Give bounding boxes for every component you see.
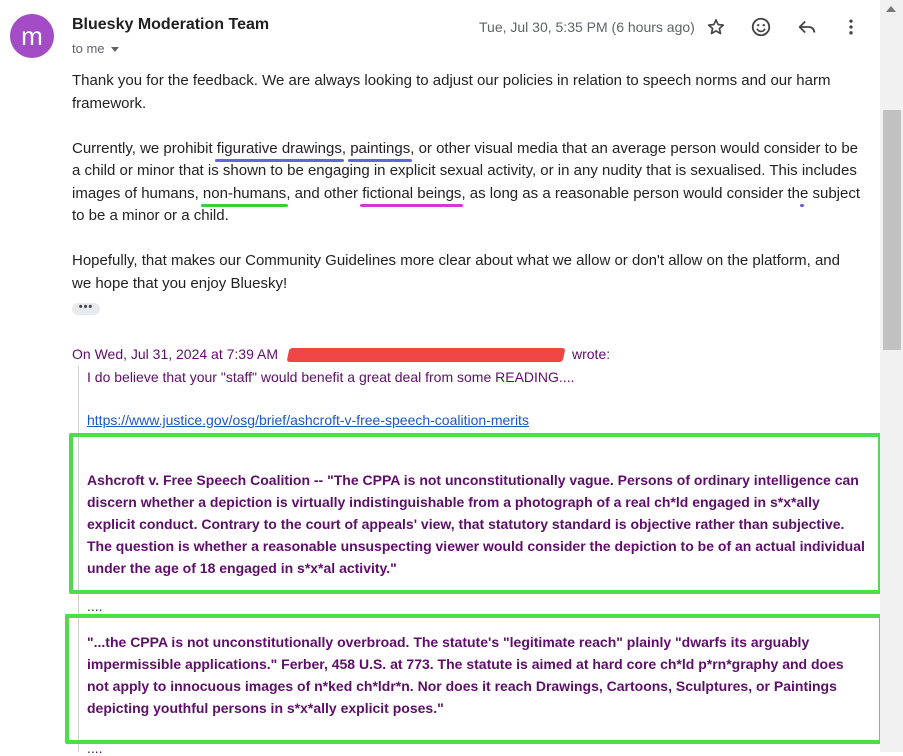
quote-attribution: On Wed, Jul 31, 2024 at 7:39 AM: [72, 346, 278, 362]
underlined-includes-images: includes images of humans: [72, 162, 857, 202]
message-date: Tue, Jul 30, 5:35 PM (6 hours ago): [479, 19, 695, 35]
avatar[interactable]: [10, 14, 54, 58]
star-button[interactable]: [703, 14, 729, 40]
quote-block-2: "...the CPPA is not unconstitutionally overbroad. The statute's "legitimate reach" plainly "dwarfs its arguably impermissible applications." Ferber, 458 U.S. at 773. The statute is aimed at hard core ch*ld p*rn*graphy and does not apply to innocuous images of n*ked ch*ldr*n. Nor does it reach Drawings, Cartoons, Sculptures, or Paintings depicting youthful persons in s*x*ally explicit poses.": [87, 634, 844, 716]
quote-dots-1: ....: [87, 598, 103, 614]
message-body: [72, 70, 862, 318]
text-segment: , as long as a reasonable person would consider the subject to be a minor or a child.: [72, 184, 861, 224]
quote-block-1: Ashcroft v. Free Speech Coalition -- "The CPPA is not unconstitutionally vague. Persons of ordinary intelligence can discern whether a depiction is virtually indistinguishable from a photograph of a real ch*ld engaged in s*x*ally explicit conduct. Contrary to the court of appeals' view, that statutory standard is objective rather than subjective. The question is whether a reasonable unsuspecting viewer would consider the depiction to be of an actual individual under the age of 18 engaged in s*x*al activity.": [87, 472, 865, 576]
sender-name[interactable]: Bluesky Moderation Team: [72, 16, 270, 33]
quote-dots-2: ....: [87, 740, 103, 756]
underlined-non-humans: non-humans: [202, 184, 287, 202]
body-paragraph-1: Thank you for the feedback. We are always looking to adjust our policies in relation to speech norms and our harm framework.: [72, 72, 831, 112]
redaction-mark: [287, 348, 566, 362]
underlined-figurative-drawings: figurative drawings: [216, 139, 342, 157]
more-options-button[interactable]: [838, 14, 864, 40]
emoji-reaction-button[interactable]: [748, 14, 774, 40]
text-segment: , and other: [286, 184, 363, 202]
text-segment: Currently, we prohibit: [72, 139, 217, 157]
emoji-icon: [750, 16, 772, 38]
scroll-up-arrow-icon[interactable]: [886, 6, 896, 12]
more-vert-icon: [841, 17, 861, 37]
body-paragraph-2: [72, 138, 862, 228]
text-segment: ,: [341, 139, 351, 157]
recipient-label: to me: [72, 41, 105, 56]
reply-icon: [796, 16, 818, 38]
underlined-paintings: paintings: [350, 139, 411, 157]
body-paragraph-3: Hopefully, that makes our Community Guidelines more clear about what we allow or don't allow on the platform, and we hope that you enjoy Bluesky!: [72, 252, 840, 292]
reply-button[interactable]: [794, 14, 820, 40]
recipient-toggle[interactable]: [72, 41, 119, 56]
star-icon: [706, 17, 726, 37]
show-trimmed-content-button[interactable]: •••: [72, 303, 100, 315]
chevron-down-icon: [111, 47, 119, 52]
avatar-letter: m: [21, 20, 43, 51]
quote-line-1: I do believe that your "staff" would benefit a great deal from some READING....: [87, 369, 575, 385]
scrollbar-thumb[interactable]: [883, 110, 901, 350]
text-segment: , or other visual media that an average person would consider to be a child or minor that is shown to be engaging in explicit sexual activity, or in any nudity that is sexualised. This: [72, 139, 859, 179]
underlined-fictional-beings: fictional beings: [362, 184, 462, 202]
quote-link[interactable]: https://www.justice.gov/osg/brief/ashcroft-v-free-speech-coalition-merits: [87, 412, 529, 428]
quote-wrote: wrote:: [572, 346, 611, 362]
text-segment: ,: [194, 184, 203, 202]
